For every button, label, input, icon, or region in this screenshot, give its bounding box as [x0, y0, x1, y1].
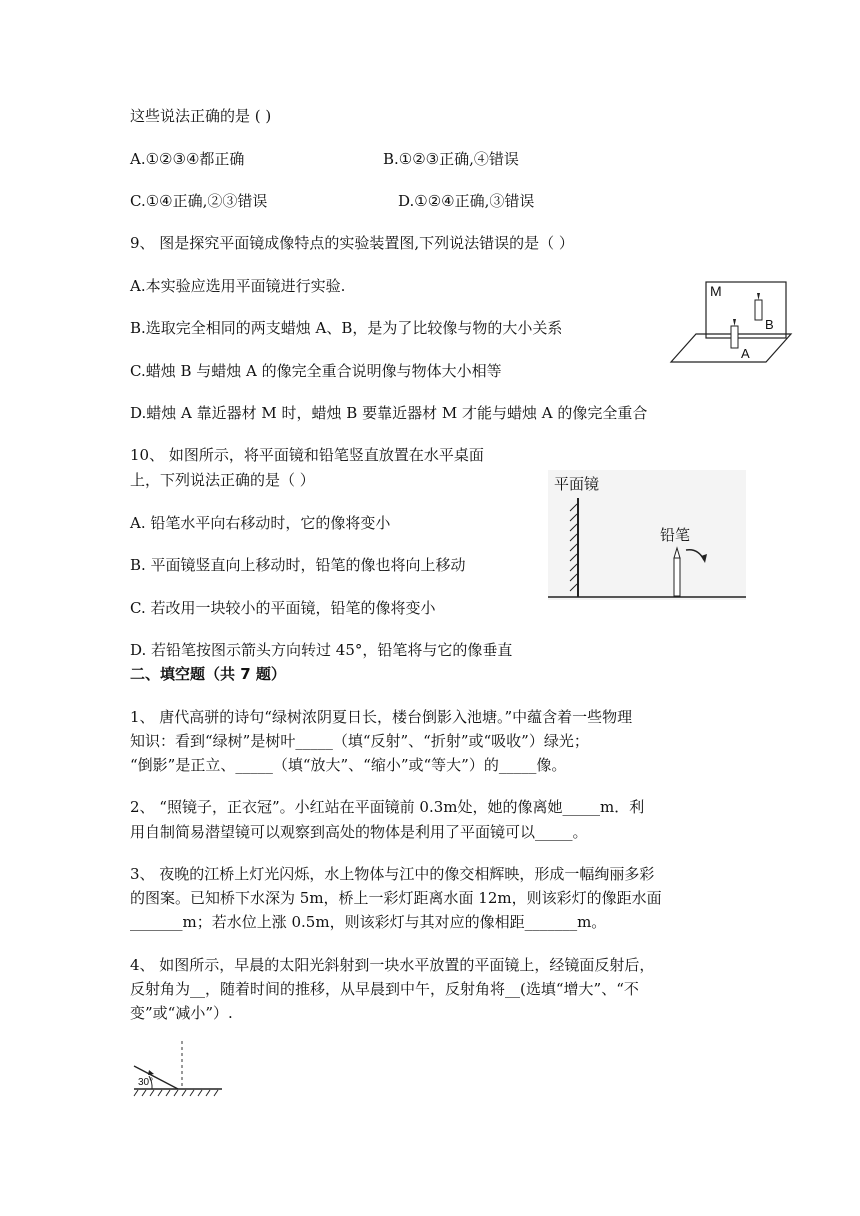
section-heading: 二、填空题（共 7 题）	[130, 665, 286, 683]
fill3-line1: 3、 夜晚的江桥上灯光闪烁，水上物体与江中的像交相辉映，形成一幅绚丽多彩	[130, 865, 655, 883]
q9-option-b: B.选取完全相同的两支蜡烛 A、B，是为了比较像与物的大小关系	[130, 319, 563, 337]
incident-arrowhead	[148, 1070, 154, 1075]
fill1-line2: 知识：看到“绿树”是树叶_____（填“反射”、“折射”或“吸收”）绿光；	[130, 732, 589, 750]
q9-option-c: C.蜡烛 B 与蜡烛 A 的像完全重合说明像与物体大小相等	[130, 362, 502, 380]
angle-label: 30°	[138, 1077, 154, 1088]
q10-option-a: A. 铅笔水平向右移动时，它的像将变小	[130, 514, 391, 532]
sunlight-reflection-figure	[132, 1038, 224, 1098]
fill3-line2: 的图案。已知桥下水深为 5m，桥上一彩灯距离水面 12m，则该彩灯的像距水面	[130, 889, 662, 907]
fill1-line1: 1、 唐代高骈的诗句“绿树浓阴夏日长，楼台倒影入池塘。”中蕴含着一些物理	[130, 708, 633, 726]
fill4-line3: 变”或“减小”）.	[130, 1004, 233, 1022]
fill2-line2: 用自制简易潜望镜可以观察到高处的物体是利用了平面镜可以_____。	[130, 823, 588, 841]
fill3-line3: _______m；若水位上涨 0.5m，则该彩灯与其对应的像相距_______m。	[130, 913, 607, 931]
mirror-pencil-figure	[548, 470, 746, 600]
candle-b	[755, 300, 762, 320]
q8-option-b: B.①②③正确,④错误	[383, 150, 519, 168]
label-m: M	[710, 283, 722, 299]
q8-option-d: D.①②④正确,③错误	[398, 192, 535, 210]
q8-stem-tail: 这些说法正确的是 ( )	[130, 107, 272, 125]
fill2-line1: 2、 “照镜子，正衣冠”。小红站在平面镜前 0.3m处，她的像离她_____m．利	[130, 798, 645, 816]
fill1-line3: “倒影”是正立、_____（填“放大”、“缩小”或“等大”）的_____像。	[130, 756, 567, 774]
candle-a	[731, 326, 738, 348]
q10-option-c: C. 若改用一块较小的平面镜，铅笔的像将变小	[130, 599, 436, 617]
candle-a-flame	[733, 319, 736, 326]
pencil-label: 铅笔	[660, 526, 691, 544]
mirror-experiment-figure	[666, 278, 802, 368]
pencil	[674, 558, 680, 596]
candle-b-flame	[757, 293, 760, 300]
surface-hatching	[134, 1090, 218, 1096]
label-b: B	[765, 317, 774, 332]
mirror-label: 平面镜	[554, 475, 600, 493]
fill4-line1: 4、 如图所示，早晨的太阳光斜射到一块水平放置的平面镜上，经镜面反射后，	[130, 956, 655, 974]
label-a: A	[741, 346, 750, 361]
q10-option-d: D. 若铅笔按图示箭头方向转过 45°，铅笔将与它的像垂直	[130, 641, 513, 659]
fill4-line2: 反射角为__，随着时间的推移，从早晨到中午，反射角将__(选填“增大”、“不	[130, 980, 639, 998]
q9-option-a: A.本实验应选用平面镜进行实验.	[130, 277, 346, 295]
q10-stem-line1: 10、 如图所示，将平面镜和铅笔竖直放置在水平桌面	[130, 446, 484, 464]
q10-option-b: B. 平面镜竖直向上移动时，铅笔的像也将向上移动	[130, 556, 466, 574]
q9-stem: 9、 图是探究平面镜成像特点的实验装置图,下列说法错误的是（ ）	[130, 234, 574, 252]
q8-option-c: C.①④正确,②③错误	[130, 192, 268, 210]
q8-option-a: A.①②③④都正确	[130, 150, 245, 168]
q10-stem-line2: 上，下列说法正确的是（ ）	[130, 471, 315, 489]
q9-option-d: D.蜡烛 A 靠近器材 M 时，蜡烛 B 要靠近器材 M 才能与蜡烛 A 的像完全重合	[130, 404, 648, 422]
